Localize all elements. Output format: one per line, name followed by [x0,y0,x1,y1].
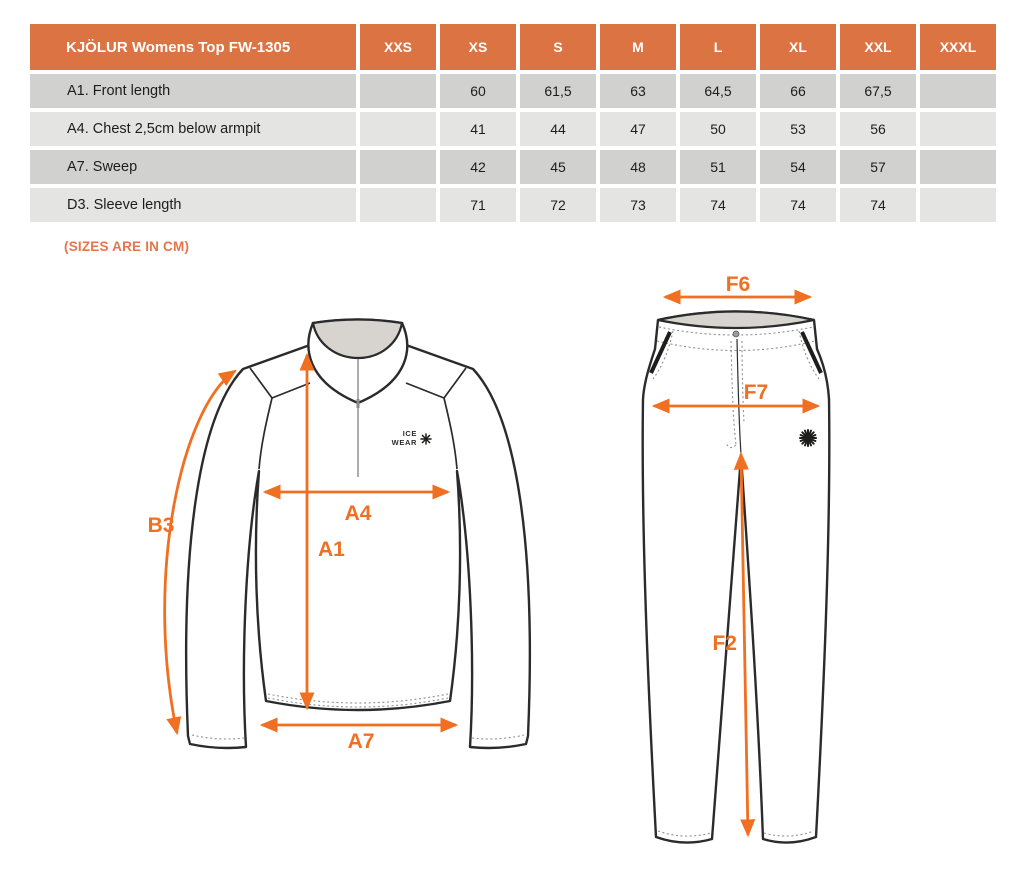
size-value-cell [360,188,436,222]
top-diagram [140,295,570,795]
size-value-cell: 48 [600,150,676,184]
table-title: KJÖLUR Womens Top FW-1305 [30,24,356,70]
size-value-cell: 56 [840,112,916,146]
snowflake-icon [421,434,431,444]
size-value-cell: 57 [840,150,916,184]
size-table [30,24,996,222]
size-value-cell [920,150,996,184]
size-value-cell [360,74,436,108]
size-col-header-xxxl: XXXL [920,24,996,70]
size-value-cell: 44 [520,112,596,146]
measure-label-a4: A4 [344,502,372,525]
size-value-cell: 74 [680,188,756,222]
measure-label-f6: F6 [725,275,751,296]
size-value-cell: 73 [600,188,676,222]
size-col-header-l: L [680,24,756,70]
size-value-cell: 45 [520,150,596,184]
size-value-cell: 67,5 [840,74,916,108]
size-value-cell [920,74,996,108]
size-value-cell: 63 [600,74,676,108]
size-value-cell: 64,5 [680,74,756,108]
size-value-cell: 74 [760,188,836,222]
size-value-cell: 72 [520,188,596,222]
size-value-cell: 50 [680,112,756,146]
size-value-cell: 61,5 [520,74,596,108]
row-label: A7. Sweep [30,150,356,184]
pants-outline [643,312,830,843]
zipper-pull [357,399,360,408]
measure-label-f7: F7 [743,381,769,404]
waist-button [733,331,739,337]
measure-label-f2: F2 [712,632,737,655]
size-value-cell [360,150,436,184]
size-col-header-xxl: XXL [840,24,916,70]
row-label: A4. Chest 2,5cm below armpit [30,112,356,146]
size-value-cell [360,112,436,146]
row-label: A1. Front length [30,74,356,108]
size-value-cell [920,188,996,222]
measure-label-a7: A7 [347,730,375,753]
size-col-header-xs: XS [440,24,516,70]
brand-text-ice: ICE [402,429,417,438]
size-value-cell: 42 [440,150,516,184]
size-value-cell: 60 [440,74,516,108]
size-col-header-s: S [520,24,596,70]
measure-label-b3: B3 [147,514,175,537]
size-value-cell: 66 [760,74,836,108]
size-value-cell: 41 [440,112,516,146]
size-value-cell: 74 [840,188,916,222]
size-col-header-xxs: XXS [360,24,436,70]
size-value-cell: 53 [760,112,836,146]
measure-label-a1: A1 [318,538,345,561]
brand-text-wear: WEAR [391,438,417,447]
size-value-cell: 47 [600,112,676,146]
pants-diagram [620,275,900,865]
snowflake-icon [800,430,816,446]
size-value-cell [920,112,996,146]
size-value-cell: 54 [760,150,836,184]
size-col-header-xl: XL [760,24,836,70]
size-value-cell: 51 [680,150,756,184]
row-label: D3. Sleeve length [30,188,356,222]
sizes-note: (SIZES ARE IN CM) [64,239,190,254]
size-value-cell: 71 [440,188,516,222]
size-col-header-m: M [600,24,676,70]
